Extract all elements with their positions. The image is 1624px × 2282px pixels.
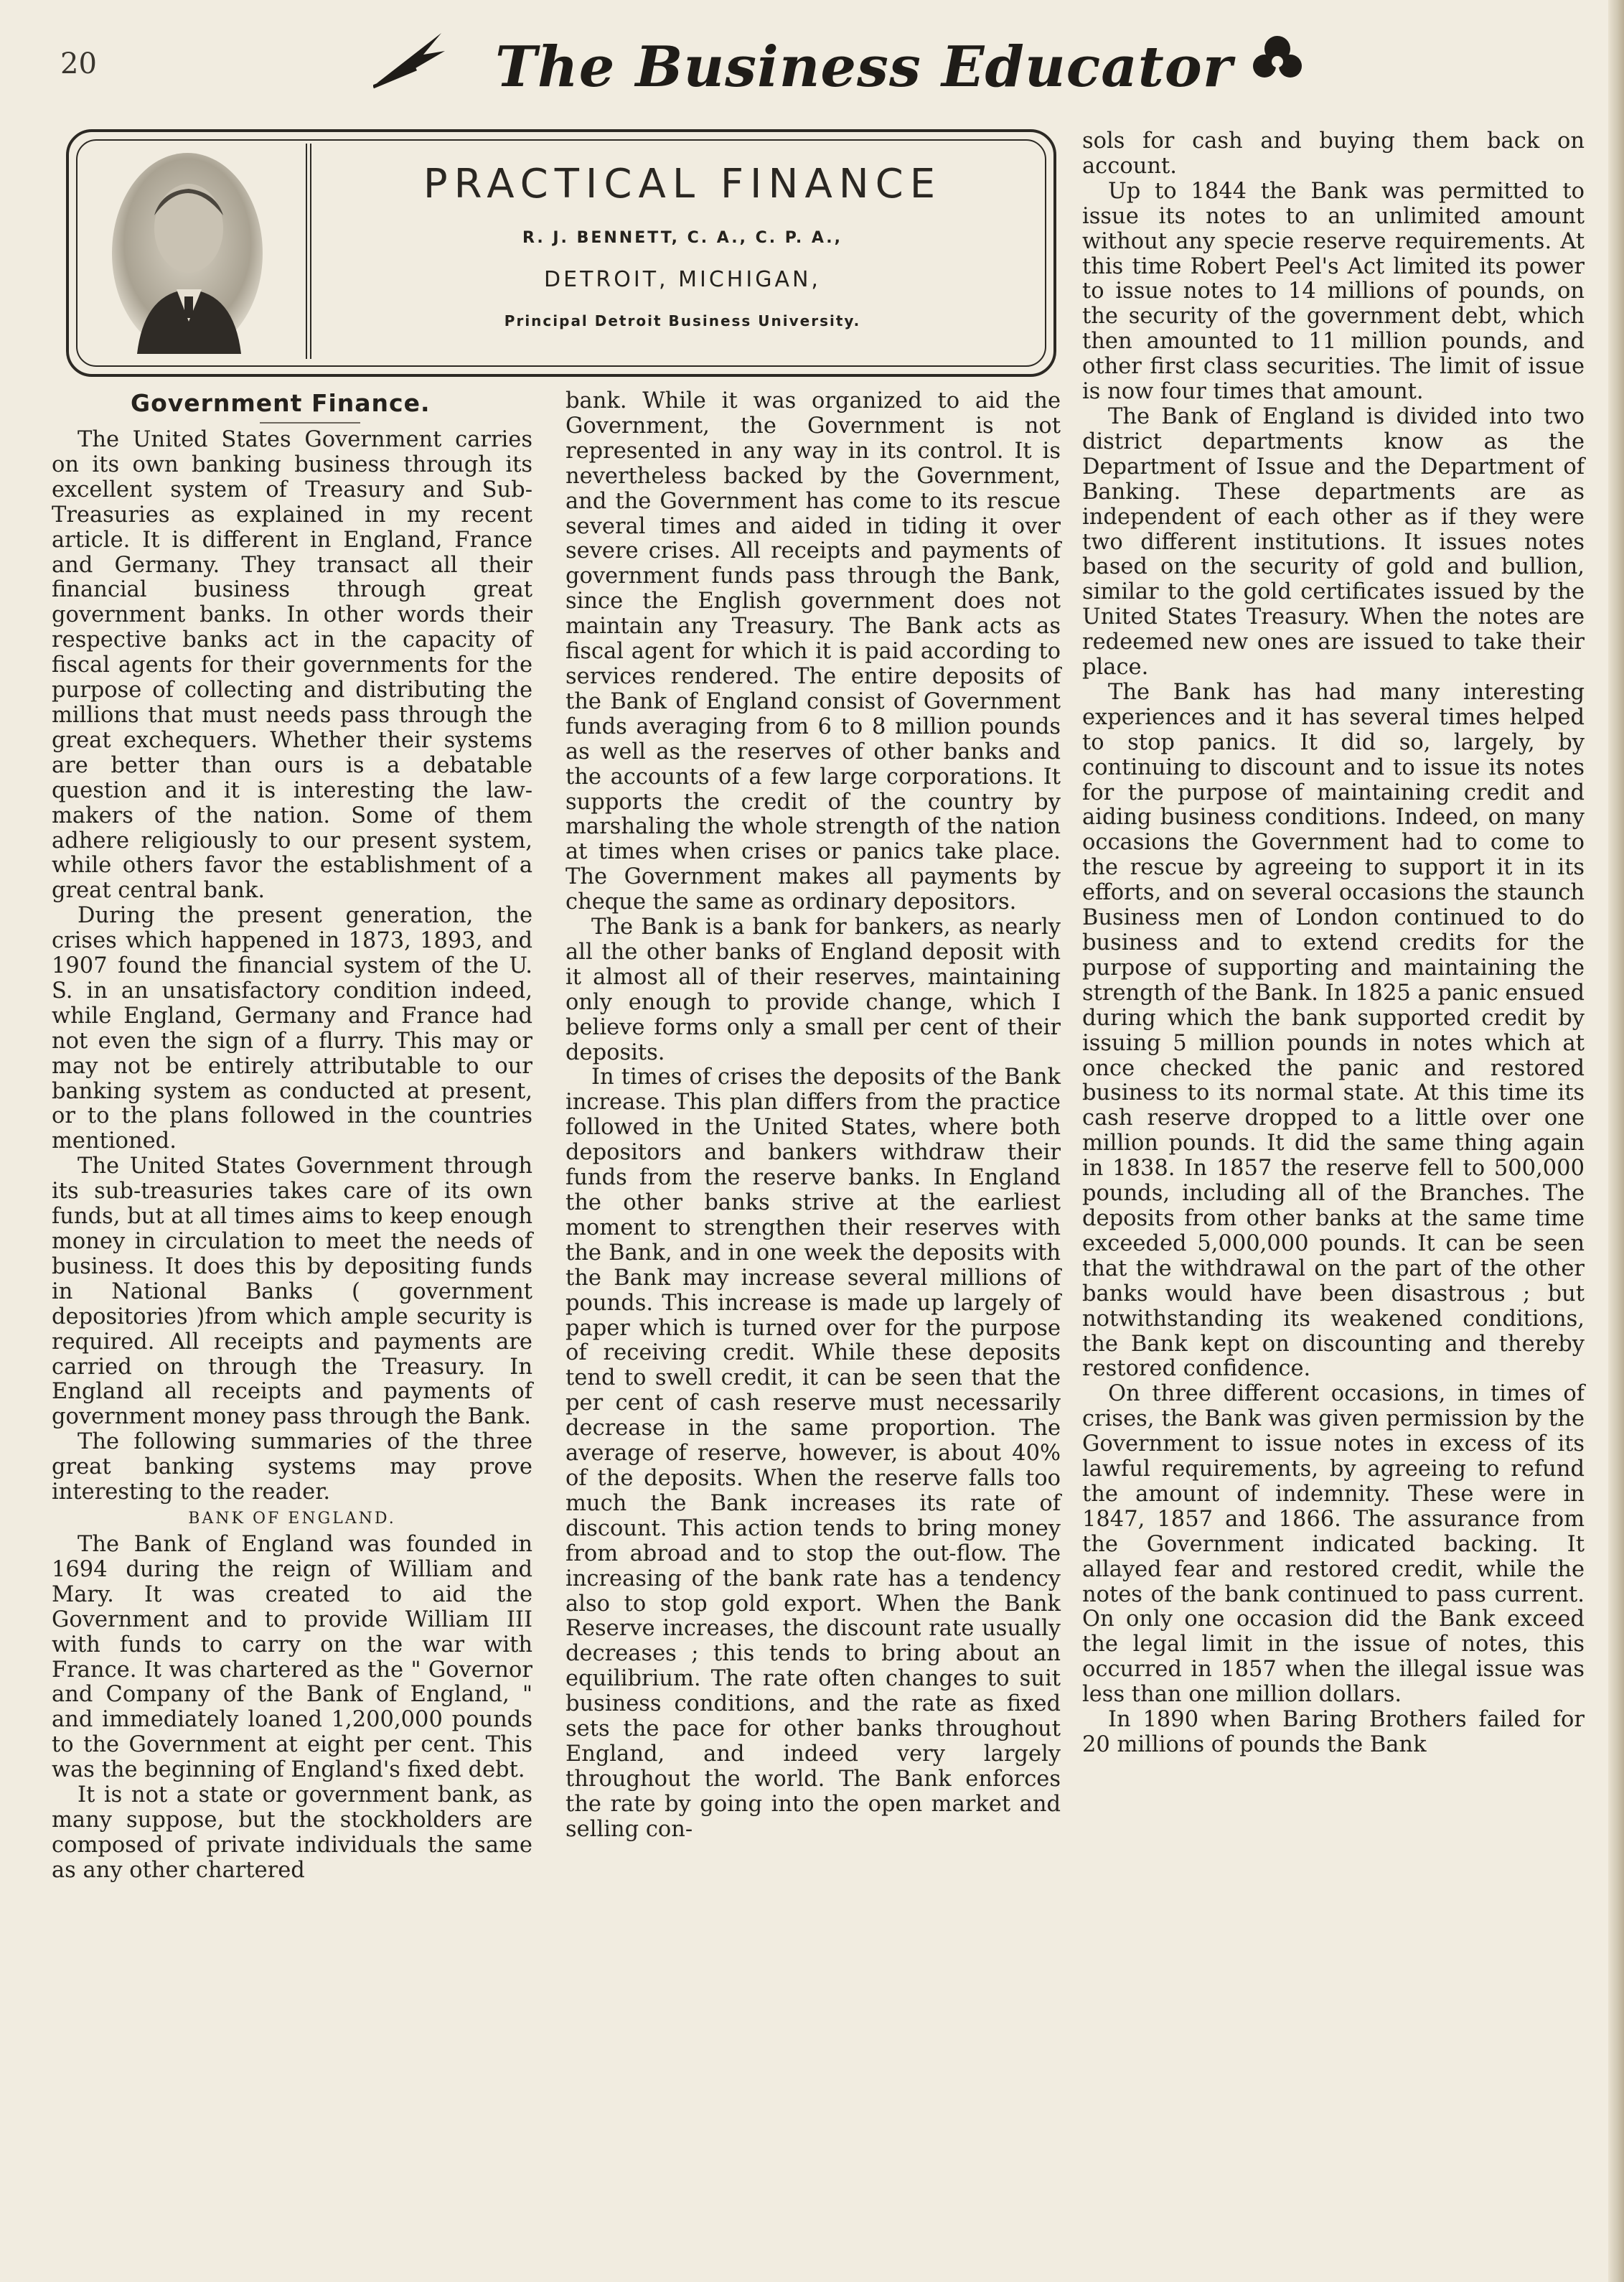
paragraph: The United States Government through its sub-treasuries takes care of its own funds, but at all times aims to keep enough money in circulation to meet the needs of business. It does this by depositing funds in National Banks ( government depositories )from which ample security is required. All receipts and payments are carried on through the Treasury. In England all receipts and payments of government money pass through the Bank. [52,1154,532,1430]
banner-divider [306,144,311,359]
page-edge-shadow [1608,0,1624,2282]
subheading-bank-of-england: BANK OF ENGLAND. [188,1509,396,1528]
banner-heading: PRACTICAL FINANCE [423,161,942,207]
paragraph: On three different occasions, in times of crises, the Bank was given permission by the Government to issue notes in excess of its lawful requirements, by agreeing to refund the amount of indemnity. These were in 1847, 1857 and 1866. The assurance from the Government indicated backing. It allayed fear and restored credit, while the notes of the bank continued to pass current. On only one occasion did the Bank exceed the legal limit in the issue of notes, this occurred in 1857 when the illegal issue was less than one million dollars. [1082,1381,1585,1708]
article-column-3 [1082,129,1585,1758]
paragraph: sols for cash and buying them back on account. [1082,128,1585,179]
paragraph: In times of crises the deposits of the Bank increase. This plan differs from the practice followed in the United States, where both depositors and bankers withdraw their funds from the reserve banks. In England the other banks strive at the earliest moment to strengthen their reserves with the Bank, and in one week the deposits with the Bank may increase several millions of pounds. This increase is made up largely of paper which is turned over for the purpose of receiving credit. While these deposits tend to swell credit, it can be seen that the per cent of cash reserve must necessarily decrease in the same proportion. The average of reserve, however, is about 40% of the deposits. When the reserve falls too much the Bank increases its rate of discount. This action tends to bring money from abroad and to stop the out-flow. The increasing of the bank rate has a tendency also to stop gold export. When the Bank Reserve increases, the discount rate usually decreases ; this tends to bring about an equilibrium. The rate often changes to suit business conditions, and the rate as fixed sets the pace for other banks throughout England, and indeed very largely throughout the world. The Bank enforces the rate by going into the open market and selling con- [565,1065,1061,1842]
paragraph: bank. While it was organized to aid the Government, the Government is not represented in any way in its control. It is nevertheless backed by the Government, and the Government has come to its rescue several times and aided in tiding it over severe crises. All receipts and payments of government funds pass through the Bank, since the English government does not maintain any Treasury. The Bank acts as fiscal agent for which it is paid according to services rendered. The entire deposits of the Bank of England consist of Government funds averaging from 6 to 8 million pounds as well as the reserves of other banks and the accounts of a few large corporations. It supports the credit of the country by marshaling the whole strength of the nation at times when crises or panics take place. The Government makes all payments by cheque the same as ordinary depositors. [565,388,1061,915]
author-position: Principal Detroit Business University. [504,312,861,329]
quill-icon [373,26,452,90]
paragraph: The Bank is a bank for bankers, as nearly all the other banks of England deposit with it almost all of their reserves, maintaining only enough to provide change, which I believe forms only a small per cent of their deposits. [565,915,1061,1065]
publication-title: The Business Educator [495,34,1233,100]
paragraph: It is not a state or government bank, as many suppose, but the stockholders are composed of private individuals the same as any other chartered [52,1782,532,1883]
author-location: DETROIT, MICHIGAN, [544,267,821,292]
paragraph: The following summaries of the three great banking systems may prove interesting to the reader. [52,1429,532,1505]
paragraph: The Bank of England is divided into two district departments know as the Department of Issue and the Department of Banking. These departments are as independent of each other as if they were two different institutions. It issues notes based on the security of gold and bullion, similar to the gold certificates issued by the United States Treasury. When the notes are redeemed new ones are issued to take their place. [1082,403,1585,681]
paragraph: Up to 1844 the Bank was permitted to issue its notes to an unlimited amount without any specie reserve requirements. At this time Robert Peel's Act limited its power to issue notes to 14 millions of pounds, on the security of the government debt, which then amounted to 11 million pounds, and other first class securities. The limit of issue is now four times that amount. [1082,178,1585,405]
paragraph: The United States Government carries on its own banking business through its excellent system of Treasury and Sub-Treasuries as explained in my recent article. It is different in England, France and Germany. They transact all their financial business through great government banks. In other words their respective banks act in the capacity of fiscal agents for their governments for the purpose of collecting and distributing the millions that must needs pass through the great exchequers. Whether their systems are better than ours is a debatable question and it is interesting the law-makers of the nation. Some of them adhere religiously to our present system, while others favor the establishment of a great central bank. [52,427,532,904]
banner-text [320,161,1045,329]
paragraph: The Bank has had many interesting experiences and it has several times helped to stop panics. It did so, largely, by continuing to discount and to issue its notes for the purpose of maintaining credit and aiding business conditions. Indeed, on many occasions the Government had to come to the rescue by agreeing to support it in its efforts, and on several occasions the staunch Business men of London continued to do business and to extend credits for the purpose of supporting and maintaining the strength of the Bank. In 1825 a panic ensued during which the bank supported credit by issuing 5 million pounds in notes which at once checked the panic and restored business to its normal state. At this time its cash reserve dropped to a little over one million pounds. It did the same thing again in 1838. In 1857 the reserve fell to 500,000 pounds, including all of the Branches. The deposits from other banks at the same time exceeded 5,000,000 pounds. It can be seen that the withdrawal on the part of the other banks would have been disastrous ; but notwithstanding its weakened conditions, the Bank kept on discounting and thereby restored confidence. [1082,679,1585,1382]
paragraph: The Bank of England was founded in 1694 during the reign of William and Mary. It was created to aid the Government and to provide William III with funds to carry on the war with France. It was chartered as the " Governor and Company of the Bank of England, " and immediately loaned 1,200,000 pounds to the Government at eight per cent. This was the beginning of England's fixed debt. [52,1531,532,1783]
article-column-2 [565,389,1061,1843]
flourish-ornament-icon [1249,29,1306,86]
section-title: Government Finance. [131,389,431,417]
section-rule [260,422,360,424]
article-banner [66,129,1056,377]
author-name: R. J. BENNETT, C. A., C. P. A., [522,229,842,247]
author-portrait [108,149,266,357]
masthead [373,22,1320,100]
paragraph: In 1890 when Baring Brothers failed for 20 millions of pounds the Bank [1082,1707,1585,1757]
article-column-1 [52,389,532,1884]
paragraph: During the present generation, the crises which happened in 1873, 1893, and 1907 found the financial system of the U. S. in an unsatisfactory condition indeed, while England, Germany and France had not even the sign of a flurry. This may or may not be entirely attributable to our banking system as conducted at present, or to the plans followed in the countries mentioned. [52,903,532,1154]
page-number: 20 [60,47,97,80]
